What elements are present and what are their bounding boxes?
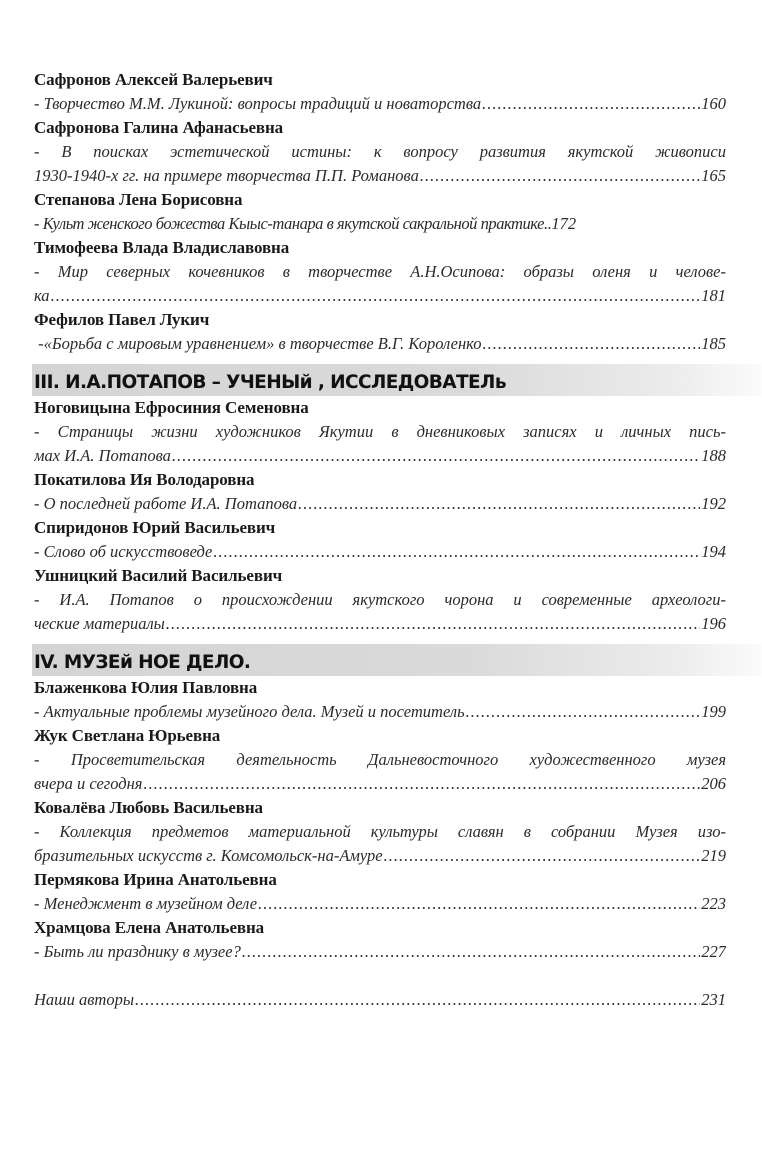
page-number: 231: [701, 990, 726, 1009]
article-title: вчера и сегодня: [34, 774, 143, 793]
author-name: Блаженкова Юлия Павловна: [34, 678, 258, 697]
article-title-line[interactable]: [34, 332, 726, 356]
article-title: - Просветительская деятельность Дальневосточного художественного музея: [34, 750, 726, 769]
article-title: -«Борьба с мировым уравнением» в творчестве В.Г. Короленко: [34, 334, 482, 353]
table-of-contents: [34, 68, 726, 1012]
page-number: 160: [701, 94, 726, 113]
article-title: ческие материалы: [34, 614, 165, 633]
article-title: - Быть ли празднику в музее?: [34, 942, 241, 961]
author-name: Степанова Лена Борисовна: [34, 190, 243, 209]
leader-dots: [143, 772, 700, 796]
article-title-line[interactable]: [34, 540, 726, 564]
article-title-line[interactable]: [34, 420, 726, 444]
article-title: - О последней работе И.А. Потапова: [34, 494, 298, 513]
leader-dots: [420, 164, 700, 188]
page-number: 206: [701, 774, 726, 793]
article-title: - Творчество М.М. Лукиной: вопросы традиций и новаторства: [34, 94, 482, 113]
article-title: - Менеджмент в музейном деле: [34, 894, 258, 913]
page-number: 219: [701, 846, 726, 865]
leader-dots: [51, 284, 701, 308]
toc-entry: [34, 868, 726, 916]
article-title: ка: [34, 286, 50, 305]
page-number: 172: [551, 214, 577, 233]
author-name: Тимофеева Влада Владиславовна: [34, 238, 290, 257]
page-number: 188: [701, 446, 726, 465]
toc-entry: [34, 468, 726, 516]
article-title: - Актуальные проблемы музейного дела. Музей и посетитель: [34, 702, 465, 721]
toc-entry: [34, 396, 726, 468]
section-heading-band: [32, 364, 762, 396]
page-number: 181: [701, 286, 726, 305]
article-title-line[interactable]: [34, 772, 726, 796]
article-title-line[interactable]: [34, 212, 726, 236]
leader-dots: [135, 988, 700, 1012]
article-title-line[interactable]: [34, 492, 726, 516]
leader-dots: [213, 540, 700, 564]
toc-entry: [34, 796, 726, 868]
article-title-line[interactable]: [34, 612, 726, 636]
article-title: - Слово об искусствоведе: [34, 542, 213, 561]
toc-entry: [34, 236, 726, 308]
leader-dots: [298, 492, 700, 516]
article-title-line[interactable]: [34, 700, 726, 724]
article-title: - Мир северных кочевников в творчестве А.Н.Осипова: образы оленя и челове-: [34, 262, 726, 281]
author-name: Пермякова Ирина Анатольевна: [34, 870, 277, 889]
toc-entry: [34, 516, 726, 564]
author-name: Сафронов Алексей Валерьевич: [34, 70, 273, 89]
leader-dots: [466, 700, 701, 724]
spacer: [34, 964, 726, 988]
article-title-line[interactable]: [34, 820, 726, 844]
article-title: - И.А. Потапов о происхождении якутского чорона и современные археологи-: [34, 590, 726, 609]
author-name: Ковалёва Любовь Васильевна: [34, 798, 263, 817]
page-number: 185: [701, 334, 726, 353]
page-number: 196: [701, 614, 726, 633]
author-name: Ушницкий Василий Васильевич: [34, 566, 283, 585]
section-heading-band: [32, 644, 762, 676]
article-title: бразительных искусств г. Комсомольск-на-Амуре: [34, 846, 383, 865]
section-heading: III. И.А.ПОТАПОВ – УЧЕНЫй , ИССЛЕДОВАТЕЛь: [34, 372, 506, 393]
author-name: Фефилов Павел Лукич: [34, 310, 210, 329]
author-name: Спиридонов Юрий Васильевич: [34, 518, 276, 537]
article-title-line[interactable]: [34, 164, 726, 188]
article-title-line[interactable]: [34, 844, 726, 868]
article-title: - Коллекция предметов материальной культуры славян в собрании Музея изо-: [34, 822, 726, 841]
toc-entry: [34, 68, 726, 116]
leader-dots: [242, 940, 700, 964]
toc-entry: [34, 116, 726, 188]
article-title-line[interactable]: [34, 284, 726, 308]
toc-entry: [34, 724, 726, 796]
toc-entry: [34, 564, 726, 636]
article-title-line[interactable]: [34, 748, 726, 772]
page-number: 165: [701, 166, 726, 185]
leader-dots: [172, 444, 700, 468]
author-name: Покатилова Ия Володаровна: [34, 470, 255, 489]
article-title: - Культ женского божества Кыыс-танара в якутской сакральной практике..: [34, 214, 552, 233]
author-name: Жук Светлана Юрьевна: [34, 726, 221, 745]
leader-dots: [483, 332, 701, 356]
page-number: 199: [701, 702, 726, 721]
section-heading: IV. МУЗЕй НОЕ ДЕЛО.: [34, 652, 251, 673]
article-title-line[interactable]: [34, 260, 726, 284]
article-title-line[interactable]: [34, 92, 726, 116]
leader-dots: [482, 92, 700, 116]
leader-dots: [166, 612, 700, 636]
article-title-line[interactable]: [34, 892, 726, 916]
article-title-line[interactable]: [34, 588, 726, 612]
author-name: Храмцова Елена Анатольевна: [34, 918, 265, 937]
leader-dots: [258, 892, 700, 916]
article-title-line[interactable]: [34, 140, 726, 164]
article-title: 1930-1940-х гг. на примере творчества П.П. Романова: [34, 166, 419, 185]
our-authors-entry[interactable]: [34, 988, 726, 1012]
article-title-line[interactable]: [34, 444, 726, 468]
toc-entry: [34, 676, 726, 724]
author-name: Ноговицына Ефросиния Семеновна: [34, 398, 309, 417]
article-title-line[interactable]: [34, 940, 726, 964]
author-name: Сафронова Галина Афанасьевна: [34, 118, 284, 137]
article-title: мах И.А. Потапова: [34, 446, 171, 465]
leader-dots: [384, 844, 701, 868]
page-number: 223: [701, 894, 726, 913]
article-title: - Страницы жизни художников Якутии в дневниковых записях и личных пись-: [34, 422, 726, 441]
article-title: - В поисках эстетической истины: к вопросу развития якутской живописи: [34, 142, 726, 161]
toc-entry: [34, 188, 726, 236]
page-number: 192: [701, 494, 726, 513]
toc-entry: [34, 916, 726, 964]
our-authors-label: Наши авторы: [34, 990, 134, 1009]
page-number: 227: [701, 942, 726, 961]
toc-entry: [34, 308, 726, 356]
page-number: 194: [701, 542, 726, 561]
